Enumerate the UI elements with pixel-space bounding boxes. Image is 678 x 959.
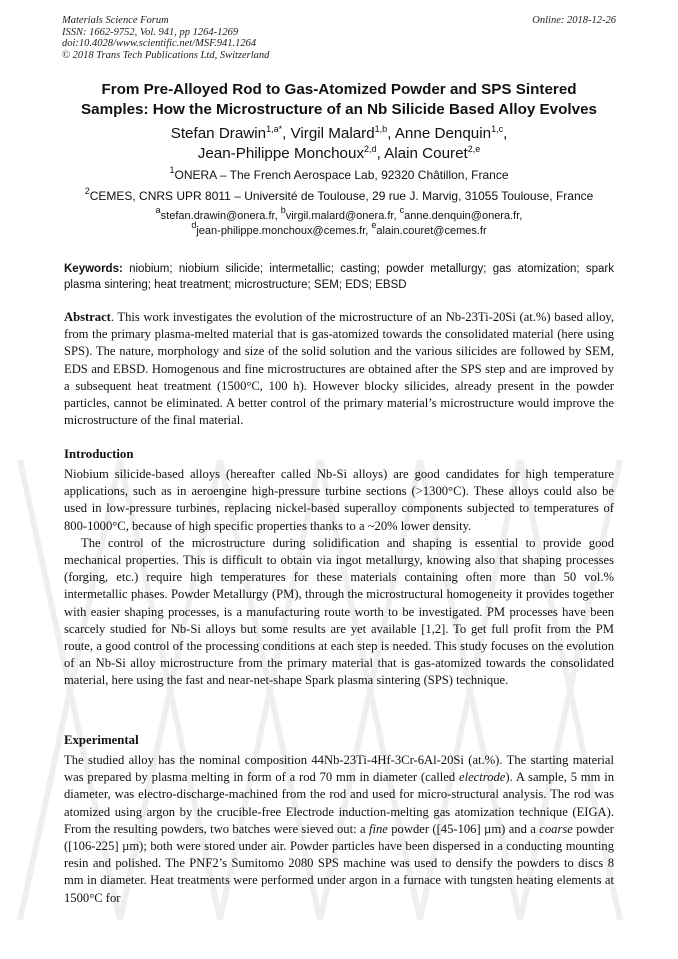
author-affil-marker: 2,d	[364, 144, 377, 154]
paper-title	[30, 80, 648, 120]
email-marker: d	[191, 220, 197, 230]
author-name: Jean-Philippe Monchoux	[197, 145, 365, 162]
affil-number: 1	[169, 165, 175, 175]
doi: doi:10.4028/www.scientific.net/MSF.941.1264	[62, 38, 257, 49]
section-heading-experimental: Experimental	[64, 733, 139, 747]
author-line-1: Stefan Drawin$^{1,a*}$, Virgil Malard$^{1,b}$, Anne Denquin$^{1,c}$,	[170, 124, 508, 142]
issn: ISSN: 1662-9752, Vol. 941, pp 1264-1269	[62, 26, 239, 38]
author-affil-marker: 2,e	[467, 144, 481, 154]
experimental-body	[64, 752, 614, 907]
keywords-text: niobium; niobium silicide; intermetallic; casting; powder metallurgy; gas atomization; spark plasma sintering; heat treatment; microstructure; SEM; EDS; EBSD	[64, 263, 614, 291]
text-run: powder ([45-106] µm) and a	[387, 821, 540, 836]
affil-number: 2	[84, 186, 90, 196]
email-link[interactable]: anne.denquin@onera.fr	[404, 210, 520, 222]
italic-term: coarse	[539, 821, 573, 836]
copyright: © 2018 Trans Tech Publications Ltd, Switzerland	[62, 49, 270, 61]
affiliation-2	[20, 186, 658, 204]
email-link[interactable]: stefan.drawin@onera.fr	[160, 210, 275, 222]
abstract-text: This work investigates the evolution of the microstructure of an Nb-23Ti-20Si (at.%) based alloy, from the primary plasma-melted material that is gas-atomized towards the consolidated material (here using SPS). The nature, morphology and size of the solid solution and the various silicides are followed by SEM, EDS and EBSD. Homogenous and fine microstructures are obtained after the SPS step and are improved by a subsequent heat treatment (1500°C, 100 h). However blocky silicides, already present in the powder particles, cannot be eliminated. A better control of the primary material’s microstructure would improve the microstructure of the final material.	[64, 310, 614, 428]
email-line-2: $^d$jean-philippe.monchoux@cemes.fr, $^e$alain.couret@cemes.fr	[191, 220, 487, 237]
paragraph: Niobium silicide-based alloys (hereafter called Nb-Si alloys) are good candidates for high temperature applications, such as in aeroengine high-pressure turbine sections (>1300°C). These alloys could also be used in low-pressure turbines, replacing nickel-based superalloy components subjected to temperatures of 800-1000°C, because of high specific properties thanks to a ~20% lower density.	[64, 467, 614, 533]
title-line-1: From Pre-Alloyed Rod to Gas-Atomized Powder and SPS Sintered	[101, 81, 577, 98]
paragraph: The control of the microstructure during solidification and shaping is essential to provide good mechanical properties. This is difficult to obtain via ingot metallurgy, knowing also that shaping processes (forging, etc.) require high temperatures for these materials containing often more than 50 vol.% intermetallic phases. Powder Metallurgy (PM), through the microstructural homogeneity it provides together with easier shaping processes, is a manufacturing route worth to be investigated. PM processes have been scarcely studied for Nb-Si alloys but some results are yet available [1,2]. To get full profit from the PM route, a good control of the processing conditions at each step is needed. This study focuses on the evolution of an Nb-Si alloy microstructure from the primary material that is gas-atomized towards the consolidated material, here using the fast and near-net-shape Spark plasma sintering (SPS) technique.	[64, 535, 614, 688]
author-line-2: Jean-Philippe Monchoux$^{2,d}$, Alain Couret$^{2,e}$	[197, 144, 481, 162]
journal-header	[62, 15, 616, 61]
journal-name: Materials Science Forum	[62, 15, 169, 26]
abstract-label: Abstract	[64, 310, 111, 324]
paragraph	[64, 752, 614, 907]
text-run: ). A sample, 5 mm in diameter, was electro-discharge-machined from the rod and used for micro-structural analysis. The rod was atomized using argon by the crucible-free Electrode induction-melting gas atomization technique (EIGA). From the resulting powders, two batches were sieved out: a	[64, 770, 615, 836]
author-affil-marker: 1,c	[491, 124, 504, 134]
abstract: Abstract. This work investigates the evolution of the microstructure of an Nb-23Ti-20Si (at.%) based alloy, from the primary plasma-melted material that is gas-atomized towards the consolidated material (here using SPS). The nature, morphology and size of the solid solution and the various silicides are followed by SEM, EDS and EBSD. Homogenous and fine microstructures are obtained after the SPS step and are improved by a subsequent heat treatment (1500°C, 100 h). However blocky silicides, already present in the powder particles, cannot be eliminated. A better control of the primary material’s microstructure would improve the microstructure of the final material.	[64, 310, 614, 428]
author-affil-marker: 1,a*	[266, 124, 283, 134]
affiliation-1	[20, 165, 658, 183]
email-marker: e	[371, 220, 377, 230]
author-list	[30, 124, 648, 164]
online-date: Online: 2018-12-26	[532, 15, 616, 26]
email-link[interactable]: virgil.malard@onera.fr	[285, 210, 394, 222]
author-name: Anne Denquin	[394, 125, 492, 142]
email-list	[20, 205, 658, 239]
section-heading-introduction: Introduction	[64, 447, 134, 461]
italic-term: electrode	[459, 770, 506, 785]
keywords	[64, 262, 614, 293]
title-line-2: Samples: How the Microstructure of an Nb Silicide Based Alloy Evolves	[81, 101, 597, 118]
email-link[interactable]: alain.couret@cemes.fr	[376, 225, 487, 237]
affil-text: CEMES, CNRS UPR 8011 – Université de Toulouse, 29 rue J. Marvig, 31055 Toulouse, France	[89, 189, 594, 203]
affil-text: ONERA – The French Aerospace Lab, 92320 Châtillon, France	[174, 168, 509, 182]
introduction-body	[64, 466, 614, 690]
email-marker: a	[155, 205, 161, 215]
italic-term: fine	[368, 821, 388, 836]
text-run: powder ([106-225] µm); both were stored under air. Powder particles have been dispersed in a conducting mounting resin and polished. The PNF2’s Sumitomo 2080 SPS machine was used to densify the powders to discs 8 mm in diameter. Heat treatments were performed under argon in a furnace with tungsten heating elements at 1500°C for	[64, 821, 615, 905]
email-marker: b	[280, 205, 286, 215]
email-marker: c	[399, 205, 405, 215]
author-name: Virgil Malard	[290, 125, 375, 142]
author-name: Alain Couret	[384, 145, 468, 162]
keywords-label: Keywords:	[64, 263, 123, 275]
author-name: Stefan Drawin	[170, 125, 267, 142]
author-affil-marker: 1,b	[374, 124, 388, 134]
text-run: The studied alloy has the nominal composition 44Nb-23Ti-4Hf-3Cr-6Al-20Si (at.%). The starting material was prepared by plasma melting in form of a rod 70 mm in diameter (called	[64, 753, 614, 785]
email-line-1: $^a$stefan.drawin@onera.fr, $^b$virgil.malard@onera.fr, $^c$anne.denquin@onera.fr,	[155, 205, 523, 222]
email-link[interactable]: jean-philippe.monchoux@cemes.fr	[196, 225, 366, 237]
